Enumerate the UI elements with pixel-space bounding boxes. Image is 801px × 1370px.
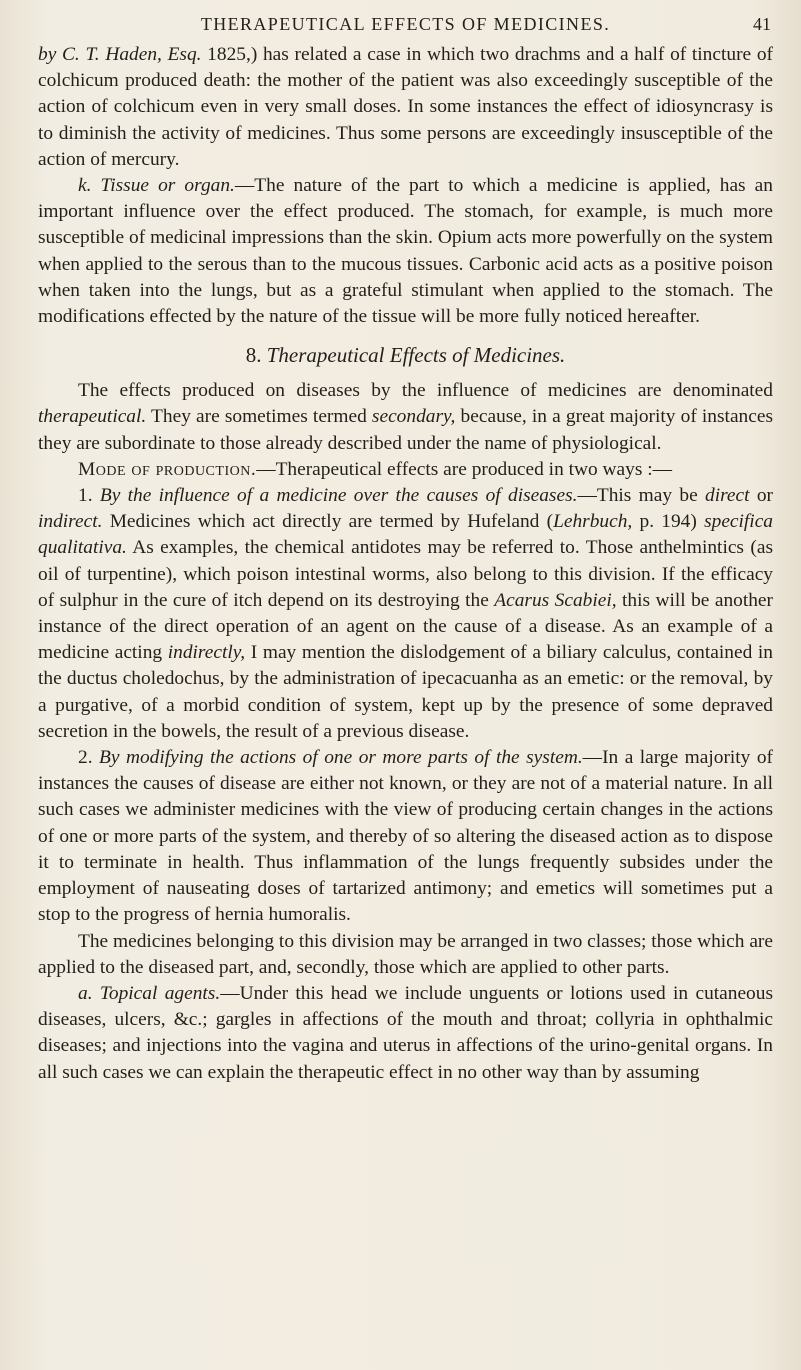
paragraph-modifying-actions: 2. By modifying the actions of one or more parts of the system.—In a large majority of instances the causes of disease are either not known, or they are not of a material nature. In all such cases we administer medicines with the view of producing certain changes in the actions of one or more parts of the system, and thereby of so altering the diseased action as to dispose it to terminate in health. Thus inflammation of the lungs frequently subsides under the employment of nauseating doses of tartarized antimony; and emetics will sometimes put a stop to the progress of hernia humoralis. — [38, 747, 774, 926]
paragraph-effects-intro: The effects produced on diseases by the influence of medicines are denominated therapeutical. They are sometimes termed secondary, because, in a great majority of instances they are subordinate to those already described under the name of physiological. — [38, 380, 773, 454]
running-title: THERAPEUTICAL EFFECTS OF MEDICINES. — [200, 14, 611, 34]
paragraph-mode-of-production: Mode of production.—Therapeutical effects are produced in two ways :— — [78, 458, 673, 480]
page-number: 41 — [753, 14, 771, 34]
section-heading: 8. Therapeutical Effects of Medicines. — [245, 343, 566, 368]
paragraph-tissue-organ: k. Tissue or organ.—The nature of the part to which a medicine is applied, has an important influence over the effect produced. The stomach, for example, is much more susceptible of medicinal impressions than the skin. Opium acts more powerfully on the system when applied to the serous than to the mucous tissues. Carbonic acid acts as a positive poison when taken into the lungs, but as a grateful stimulant when applied to the stomach. The modifications effected by the nature of the tissue will be more fully noticed hereafter. — [38, 175, 773, 328]
paragraph-topical-agents: a. Topical agents.—Under this head we include unguents or lotions used in cutaneous diseases, ulcers, &c.; gargles in affections of the mouth and throat; collyria in ophthalmic diseases; and injections into the vagina and uterus in affections of the urino-genital organs. In all such cases we can explain the therapeutic effect in no other way than by assuming — [38, 982, 773, 1083]
paragraph-two-classes: The medicines belonging to this division may be arranged in two classes; those which are applied to the diseased part, and, secondly, those which are applied to other parts. — [38, 930, 773, 978]
body-text — [38, 42, 773, 1086]
subheading-topical-agents: a. Topical agents. — [78, 982, 221, 1004]
paragraph-causes-of-diseases: 1. By the influence of a medicine over the causes of diseases.—This may be direct or indirect. Medicines which act directly are termed by Hufeland (Lehrbuch, p. 194) specifica qualitativa. As examples, the chemical antidotes may be referred to. Those anthelmintics (as oil of turpentine), which poison intestinal worms, also belong to this division. If the efficacy of sulphur in the cure of itch depend on its destroying the Acarus Scabiei, this will be another instance of the direct operation of an agent on the cause of a disease. As an example of a medicine acting indirectly, I may mention the dislodgement of a biliary calculus, contained in the ductus choledochus, by the administration of ipecacuanha as an emetic: or the removal, by a purgative, of a morbid condition of system, kept up by the presence of some depraved secretion in the bowels, the result of a previous disease. — [38, 485, 774, 742]
subheading-tissue-organ: k. Tissue or organ. — [78, 175, 235, 197]
citation-author: by C. T. Haden, Esq. — [38, 44, 202, 65]
subheading-mode-of-production: Mode of production. — [78, 458, 257, 480]
running-header — [38, 14, 773, 40]
paragraph-idiosyncrasy: by C. T. Haden, Esq. 1825,) has related a case in which two drachms and a half of tincture of colchicum produced death: the mother of the patient was also exceedingly susceptible of the action of colchicum even in very small doses. In some instances the effect of idiosyncrasy is to diminish the activity of medicines. Thus some persons are exceedingly insusceptible of the action of mercury. — [38, 44, 773, 170]
